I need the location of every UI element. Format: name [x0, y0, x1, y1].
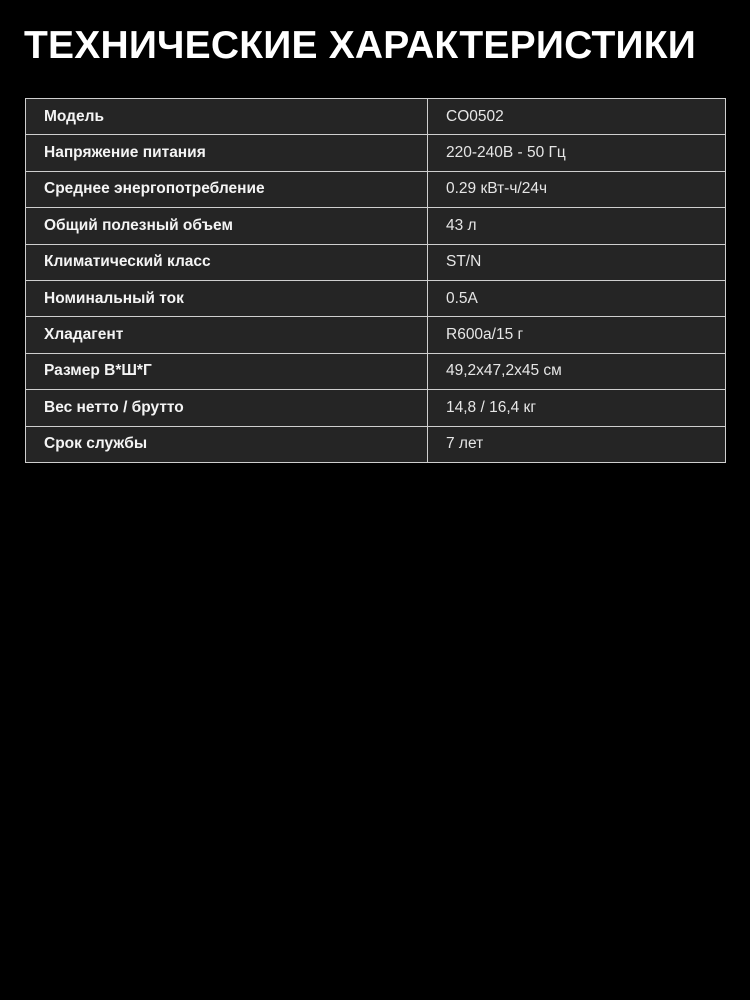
- table-row: [26, 99, 726, 135]
- spec-value: 0.5А: [428, 280, 726, 316]
- page-title: ТЕХНИЧЕСКИЕ ХАРАКТЕРИСТИКИ: [24, 24, 696, 67]
- spec-name: Модель: [26, 99, 428, 135]
- table-row: [26, 280, 726, 316]
- spec-name: Срок службы: [26, 426, 428, 462]
- spec-value: 220-240В - 50 Гц: [428, 135, 726, 171]
- spec-value: 14,8 / 16,4 кг: [428, 390, 726, 426]
- spec-name: Напряжение питания: [26, 135, 428, 171]
- spec-name: Номинальный ток: [26, 280, 428, 316]
- table-row: [26, 171, 726, 207]
- spec-value: ST/N: [428, 244, 726, 280]
- table-row: [26, 426, 726, 462]
- spec-value: 0.29 кВт-ч/24ч: [428, 171, 726, 207]
- spec-name: Климатический класс: [26, 244, 428, 280]
- table-row: [26, 208, 726, 244]
- table-row: [26, 135, 726, 171]
- spec-value: CO0502: [428, 99, 726, 135]
- table-row: [26, 317, 726, 353]
- table-row: [26, 353, 726, 389]
- spec-value: 49,2x47,2x45 см: [428, 353, 726, 389]
- spec-name: Общий полезный объем: [26, 208, 428, 244]
- table-row: [26, 390, 726, 426]
- spec-name: Размер В*Ш*Г: [26, 353, 428, 389]
- spec-name: Вес нетто / брутто: [26, 390, 428, 426]
- spec-value: 43 л: [428, 208, 726, 244]
- spec-value: R600a/15 г: [428, 317, 726, 353]
- spec-value: 7 лет: [428, 426, 726, 462]
- spec-name: Хладагент: [26, 317, 428, 353]
- table-row: [26, 244, 726, 280]
- spec-table: [25, 98, 726, 463]
- spec-name: Среднее энергопотребление: [26, 171, 428, 207]
